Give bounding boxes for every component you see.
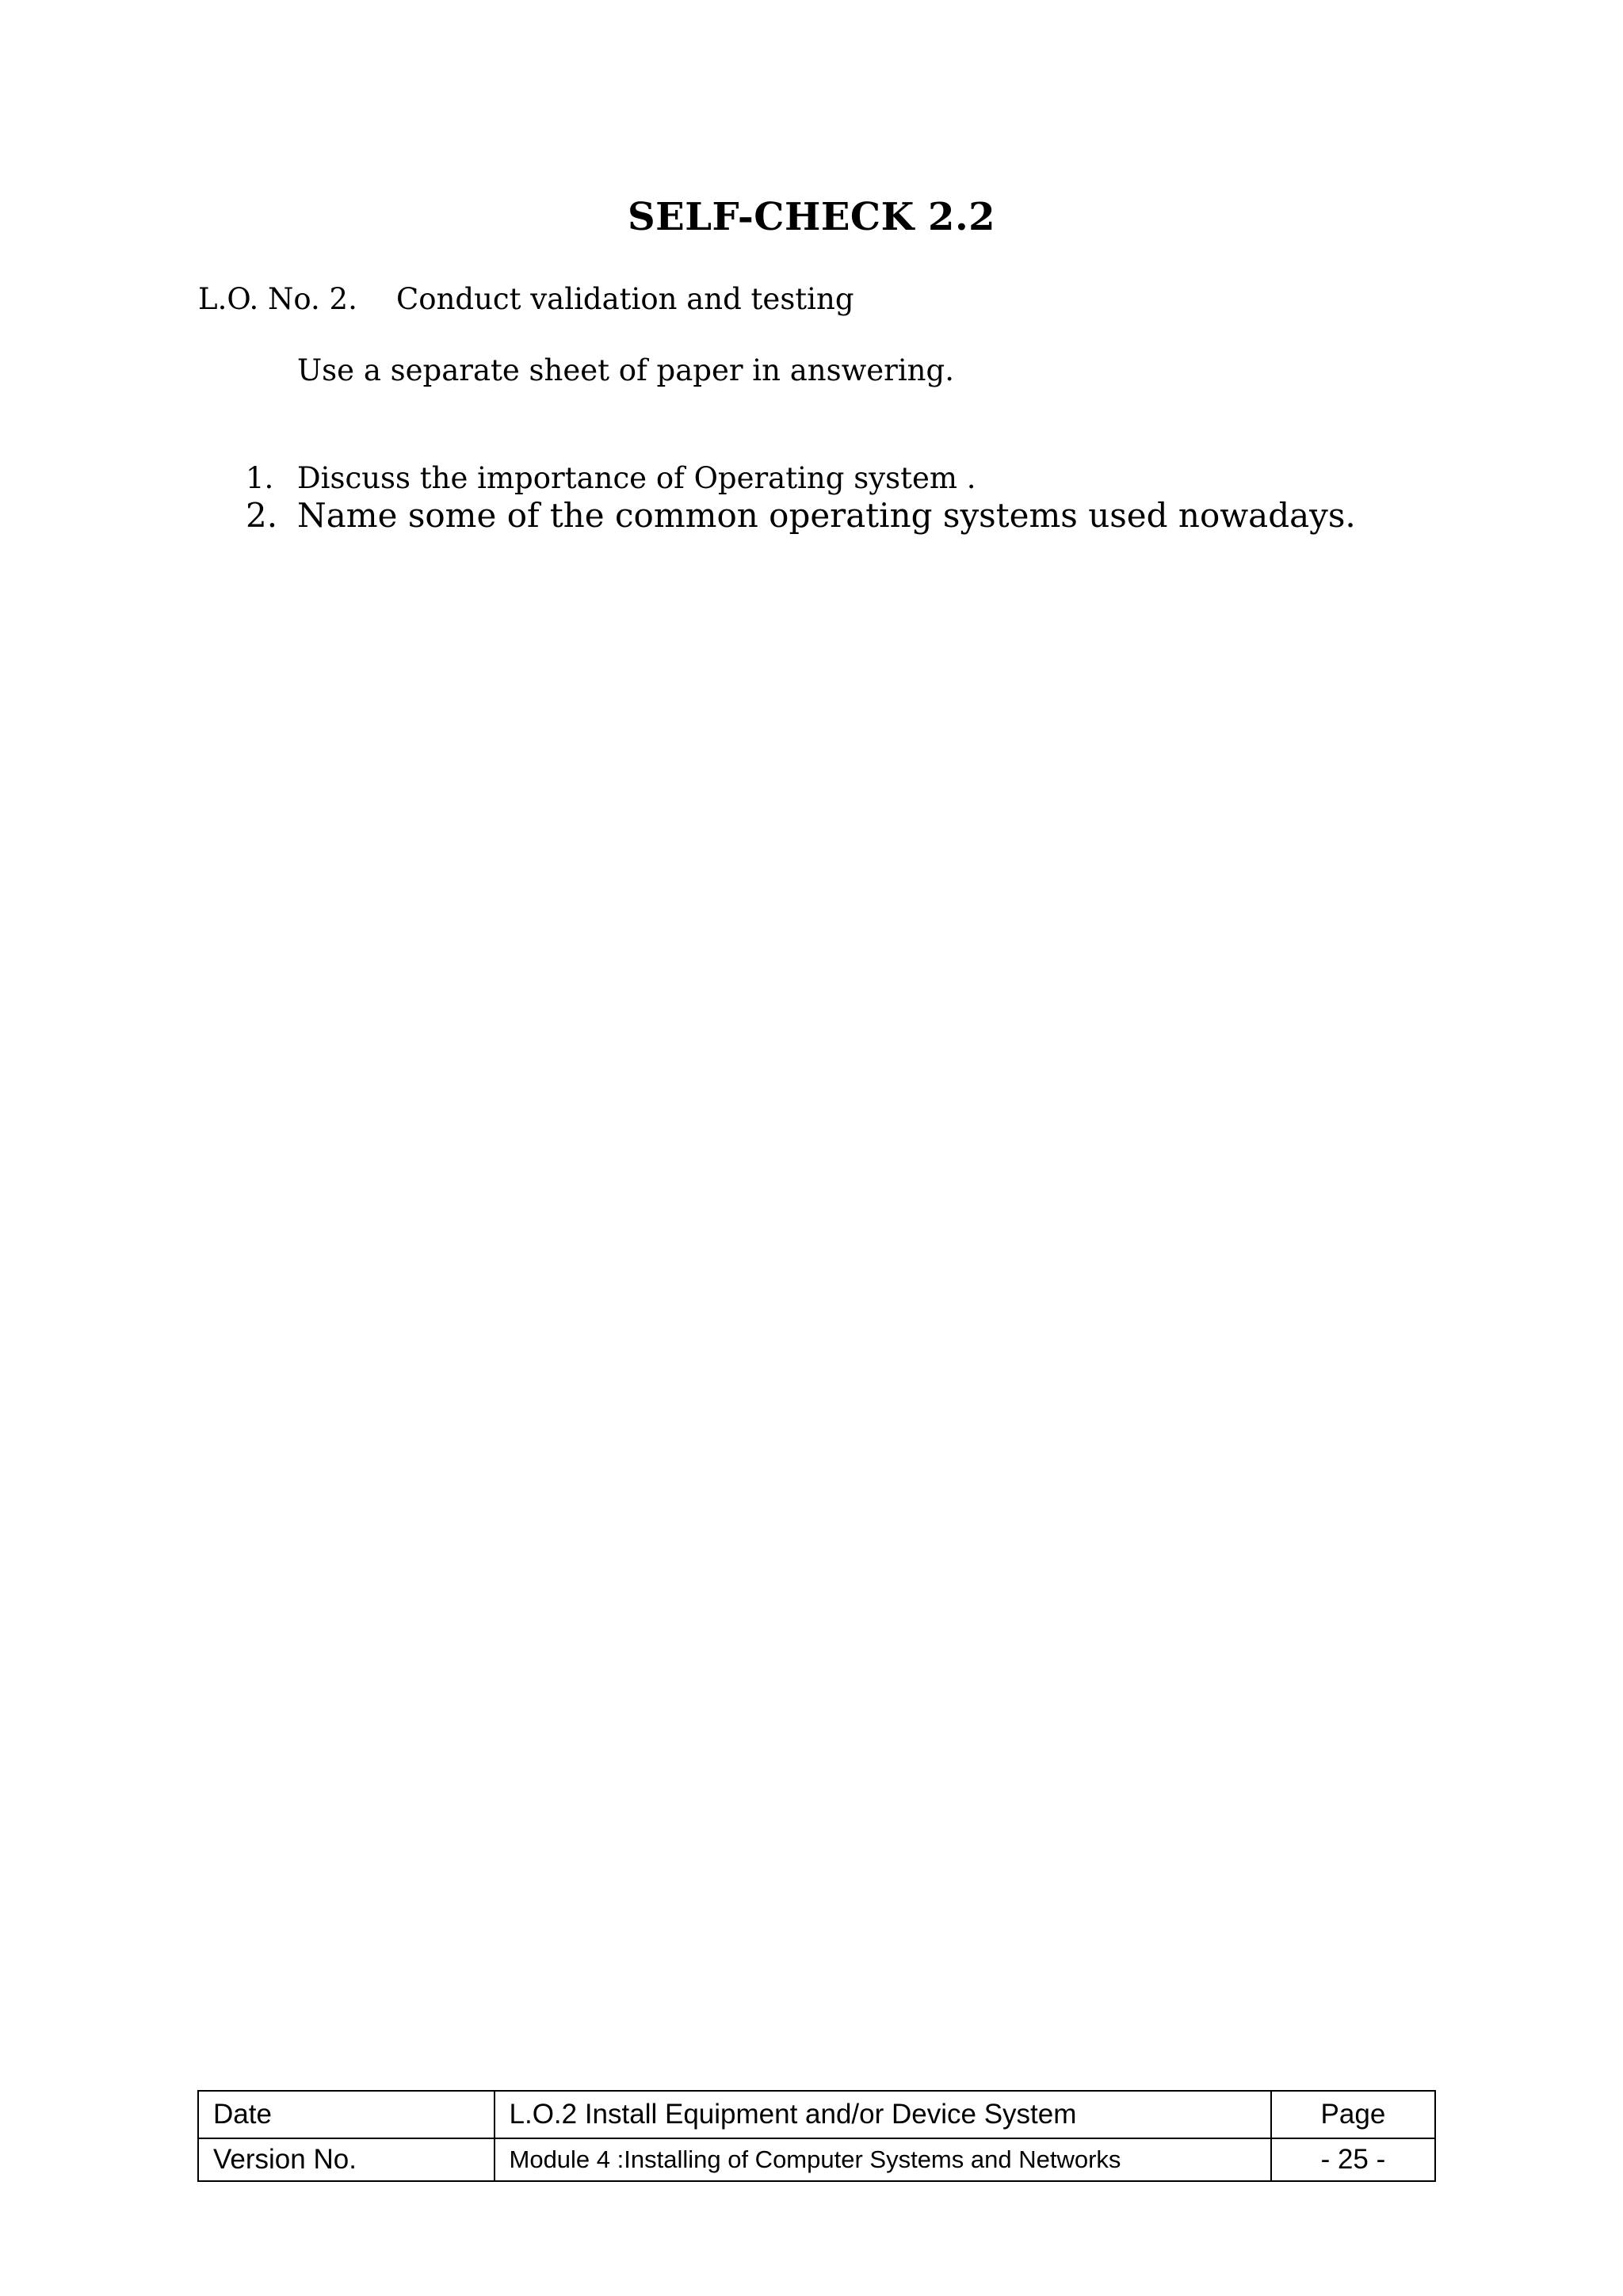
question-item — [246, 496, 1356, 536]
instruction-text: Use a separate sheet of paper in answering. — [297, 353, 954, 387]
learning-outcome-line — [198, 282, 854, 316]
page-number: - 25 - — [1271, 2138, 1435, 2181]
question-item — [246, 461, 1356, 496]
version-label: Version No. — [198, 2138, 495, 2181]
module-title: Module 4 :Installing of Computer Systems and Networks — [495, 2138, 1271, 2181]
footer-table — [197, 2090, 1436, 2182]
question-number: 2. — [246, 496, 278, 535]
question-list — [246, 461, 1356, 536]
question-text: Discuss the importance of Operating system . — [297, 461, 976, 495]
lo-title: Conduct validation and testing — [396, 282, 854, 316]
footer-row — [198, 2138, 1435, 2181]
question-number: 1. — [246, 461, 274, 495]
question-text: Name some of the common operating systems used nowadays. — [297, 496, 1356, 535]
lo-heading: L.O.2 Install Equipment and/or Device System — [495, 2091, 1271, 2138]
lo-number: L.O. No. 2. — [198, 282, 357, 316]
page-label: Page — [1271, 2091, 1435, 2138]
date-label: Date — [198, 2091, 495, 2138]
footer-row — [198, 2091, 1435, 2138]
page-title: SELF-CHECK 2.2 — [627, 195, 996, 239]
